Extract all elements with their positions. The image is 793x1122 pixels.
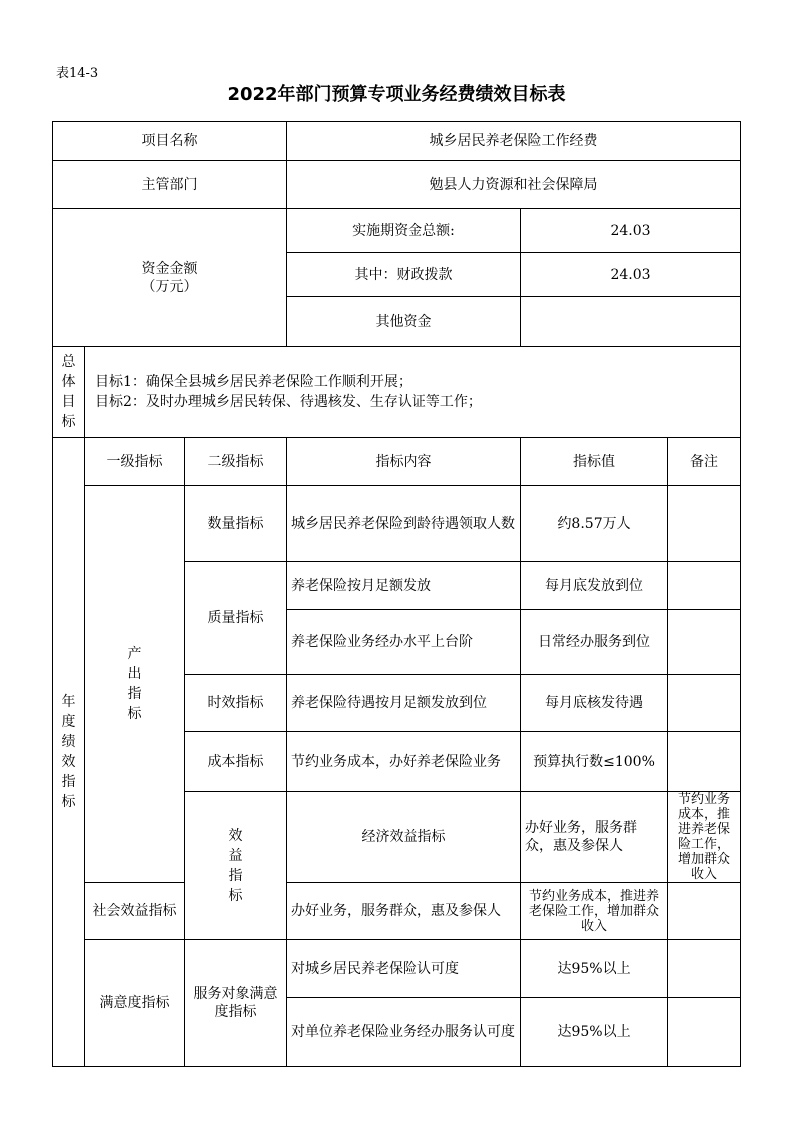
funds-other-label: 其他资金 [287,297,521,347]
benefit-label-text: 效益指标 [228,827,243,904]
funds-fiscal-label: 其中：财政拨款 [287,253,521,297]
cost-content: 节约业务成本，办好养老保险业务 [287,732,521,792]
overall-goal-content [85,347,741,438]
cost-value: 预算执行数≤100% [521,732,668,792]
social-remark [668,883,741,940]
overall-goal-label-text: 总体目标 [61,354,76,430]
quantity-label: 数量指标 [185,486,287,562]
header-level2: 二级指标 [185,438,287,486]
quality-remark-2 [668,610,741,675]
project-name-label: 项目名称 [53,122,287,161]
overall-goal-row [53,347,741,438]
quality-value-1: 每月底发放到位 [521,562,668,610]
funds-other-value [521,297,741,347]
annual-header-row [53,438,741,486]
dept-row [53,161,741,209]
benefit-label [185,792,287,940]
page-title: 2022年部门预算专项业务经费绩效目标表 [227,84,566,105]
funds-total-value: 24.03 [521,209,741,253]
satisfaction-content-1: 对城乡居民养老保险认可度 [287,940,521,998]
quality-content-2: 养老保险业务经办水平上台阶 [287,610,521,675]
satisfaction-value-1: 达95%以上 [521,940,668,998]
quality-label: 质量指标 [185,562,287,675]
output-label-text: 产出指标 [127,646,142,722]
header-value: 指标值 [521,438,668,486]
header-level1: 一级指标 [85,438,185,486]
funds-total-row [53,209,741,253]
form-code: 表14-3 [56,66,99,81]
timeliness-label: 时效指标 [185,675,287,732]
funds-fiscal-value: 24.03 [521,253,741,297]
header-remark: 备注 [668,438,741,486]
timeliness-value: 每月底核发待遇 [521,675,668,732]
goal-1: 目标1：确保全县城乡居民养老保险工作顺利开展； [95,374,412,390]
header-content: 指标内容 [287,438,521,486]
quantity-remark [668,486,741,562]
timeliness-content: 养老保险待遇按月足额发放到位 [287,675,521,732]
social-value: 节约业务成本，推进养老保险工作，增加群众收入 [521,883,668,940]
cost-label: 成本指标 [185,732,287,792]
satisfaction-row-1 [53,940,741,998]
satisfaction-content-2: 对单位养老保险业务经办服务认可度 [287,998,521,1067]
annual-label [53,438,85,1067]
social-content: 办好业务，服务群众，惠及参保人 [287,883,521,940]
satisfaction-value-2: 达95%以上 [521,998,668,1067]
funds-label [53,209,287,347]
quality-content-1: 养老保险按月足额发放 [287,562,521,610]
project-name-row [53,122,741,161]
goal-2: 目标2：及时办理城乡居民转保、待遇核发、生存认证等工作； [95,394,482,410]
quantity-row [53,486,741,562]
economic-value: 节约业务成本，推进养老保险工作，增加群众收入 [668,792,741,883]
satisfaction-remark-1 [668,940,741,998]
output-label [85,486,185,883]
satisfaction-sub-label: 服务对象满意度指标 [185,940,287,1067]
economic-content: 办好业务，服务群众，惠及参保人 [521,792,668,883]
quality-value-2: 日常经办服务到位 [521,610,668,675]
funds-total-label: 实施期资金总额: [287,209,521,253]
overall-goal-label [53,347,85,438]
dept-label: 主管部门 [53,161,287,209]
quantity-content: 城乡居民养老保险到龄待遇领取人数 [287,486,521,562]
satisfaction-remark-2 [668,998,741,1067]
project-name-value: 城乡居民养老保险工作经费 [287,122,741,161]
economic-label: 经济效益指标 [287,792,521,883]
quantity-value: 约8.57万人 [521,486,668,562]
quality-remark-1 [668,562,741,610]
annual-label-text: 年度绩效指标 [61,694,76,810]
satisfaction-label: 满意度指标 [85,940,185,1067]
funds-label-line1: 资金金额 [141,260,198,277]
cost-remark [668,732,741,792]
social-row [53,883,741,940]
timeliness-remark [668,675,741,732]
funds-label-line2: （万元） [141,278,198,295]
dept-value: 勉县人力资源和社会保障局 [287,161,741,209]
social-label: 社会效益指标 [85,883,185,940]
performance-table [52,121,741,1067]
